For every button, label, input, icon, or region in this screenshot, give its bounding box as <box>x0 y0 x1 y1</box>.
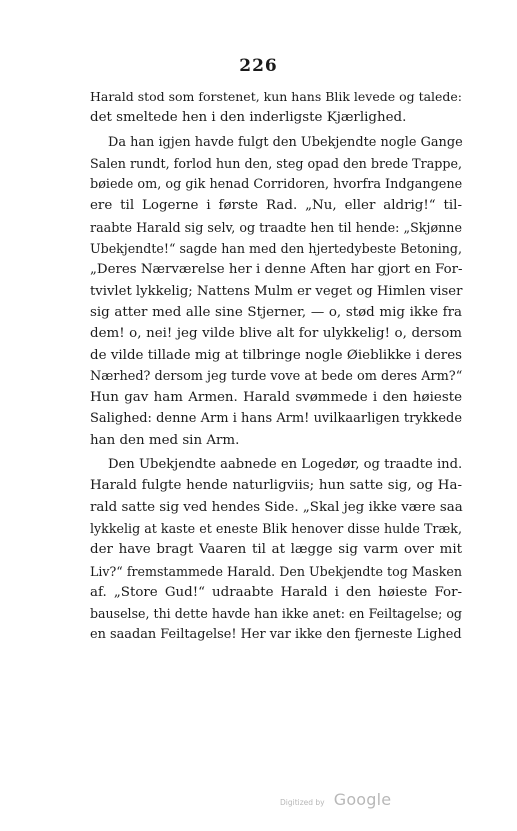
text-line: sig atter med alle sine Stjerner, — o, stød mig ikke fra <box>90 304 462 320</box>
text-line: dem! o, nei! jeg vilde blive alt for ulykkelig! o, dersom <box>90 326 462 342</box>
text-line: rald satte sig ved hendes Side. „Skal jeg ikke være saa <box>90 499 463 515</box>
text-line: det smeltede hen i den inderligste Kjærlighed. <box>90 110 407 126</box>
text-line: Da han igjen havde fulgt den Ubekjendte nogle Gange <box>108 134 463 150</box>
text-line: Salen rundt, forlod hun den, steg opad den brede Trappe, <box>90 155 462 171</box>
text-line: ere til Logerne i første Rad. „Nu, eller aldrig!“ til- <box>90 198 462 214</box>
page-number: 226 <box>239 56 278 76</box>
text-line: tvivlet lykkelig; Nattens Mulm er veget og Himlen viser <box>90 283 463 299</box>
text-line: lykkelig at kaste et eneste Blik henover disse hulde Træk, <box>90 520 462 536</box>
text-line: Nærhed? dersom jeg turde vove at bede om deres Arm?“ <box>90 368 463 384</box>
text-line: af. „Store Gud!“ udraabte Harald i den høieste For- <box>90 584 462 600</box>
paragraph-2 <box>90 132 462 451</box>
text-line: en saadan Feiltagelse! Her var ikke den fjerneste Lighed <box>90 627 462 643</box>
text-line: „Deres Nærværelse her i denne Aften har gjort en For- <box>90 262 463 278</box>
text-line: raabte Harald sig selv, og traadte hen til hende: „Skjønne <box>90 219 463 235</box>
text-line: Ubekjendte!“ sagde han med den hjertedybeste Betoning, <box>90 241 462 257</box>
text-line: bøiede om, og gik henad Corridoren, hvorfra Indgangene <box>90 177 463 193</box>
digitized-watermark <box>280 790 391 809</box>
page-body-text <box>90 86 462 649</box>
watermark-brand: Google <box>333 790 392 809</box>
text-line: der have bragt Vaaren til at lægge sig varm over mit <box>90 542 462 558</box>
text-line: de vilde tillade mig at tilbringe nogle Øieblikke i deres <box>90 347 462 363</box>
text-line: bauselse, thi dette havde han ikke anet: en Feiltagelse; og <box>90 606 462 622</box>
paragraph-1 <box>90 86 462 129</box>
text-line: Harald fulgte hende naturligviis; hun satte sig, og Ha- <box>90 478 462 494</box>
text-line: Liv?“ fremstammede Harald. Den Ubekjendte tog Masken <box>90 563 462 579</box>
text-line: Harald stod som forstenet, kun hans Blik levede og talede: <box>90 89 462 104</box>
watermark-prefix: Digitized by <box>280 798 325 807</box>
text-line: Salighed: denne Arm i hans Arm! uvilkaarligen trykkede <box>90 411 462 427</box>
text-line: Den Ubekjendte aabnede en Logedør, og traadte ind. <box>108 457 463 473</box>
paragraph-3 <box>90 454 462 646</box>
text-line: han den med sin Arm. <box>90 432 240 448</box>
text-line: Hun gav ham Armen. Harald svømmede i den høieste <box>90 390 462 406</box>
